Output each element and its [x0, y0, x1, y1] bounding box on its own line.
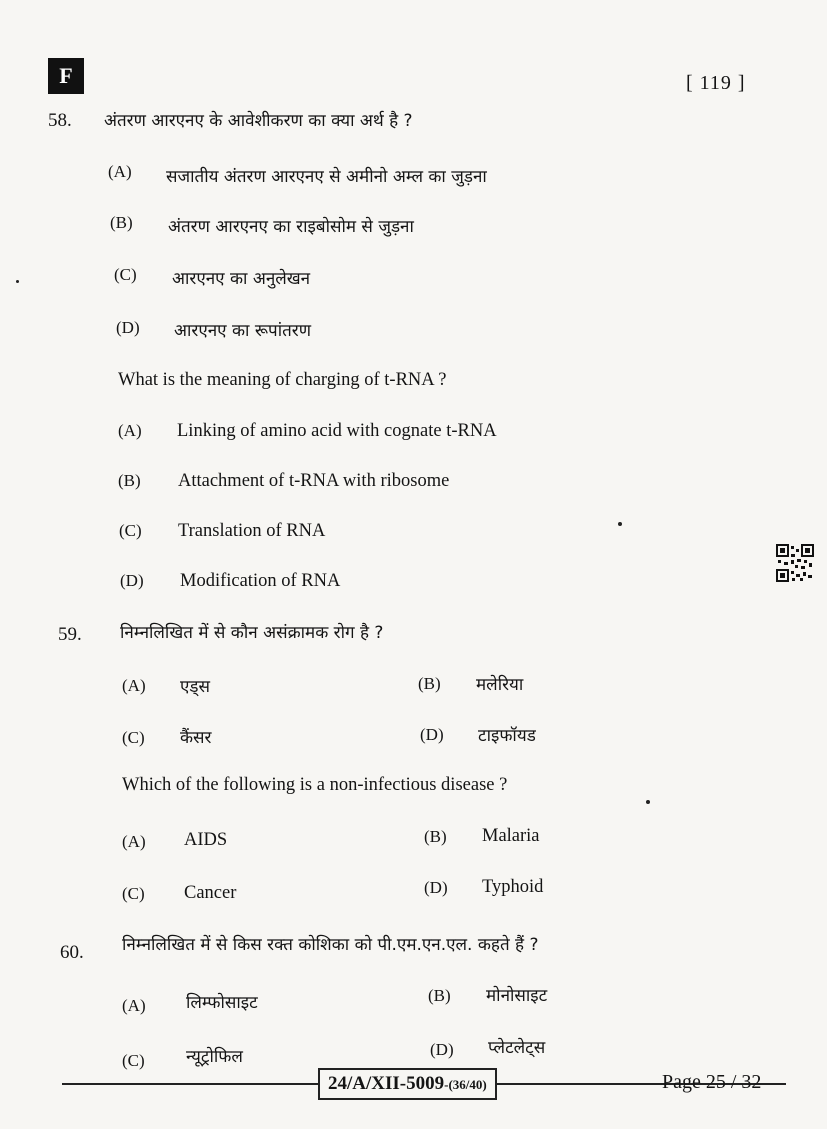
- option-text: Malaria: [482, 826, 540, 846]
- option-text: एड्स: [180, 677, 210, 697]
- question-text-english: Which of the following is a non-infectious disease ?: [122, 775, 508, 795]
- option-label: (C): [122, 1051, 145, 1070]
- option-label: (D): [424, 878, 448, 897]
- paper-code-main: 24/A/XII-5009: [328, 1073, 445, 1094]
- option-label: (B): [110, 213, 133, 232]
- question-number: 58.: [48, 110, 72, 131]
- option-text: आरएनए का अनुलेखन: [172, 269, 311, 289]
- option-text: Modification of RNA: [180, 571, 341, 591]
- option-text: Cancer: [184, 883, 237, 903]
- option-label: (D): [430, 1040, 454, 1059]
- option-label: (B): [418, 674, 441, 693]
- option-text: प्लेटलेट्स: [488, 1038, 546, 1058]
- option-text: आरएनए का रूपांतरण: [174, 321, 312, 341]
- option-text: मलेरिया: [476, 675, 524, 695]
- option-label: (A): [122, 676, 146, 695]
- option-label: (A): [122, 996, 146, 1015]
- option-text: Translation of RNA: [178, 521, 326, 541]
- option-text: सजातीय अंतरण आरएनए से अमीनो अम्ल का जुड़ना: [166, 167, 487, 187]
- option-text: मोनोसाइट: [486, 986, 548, 1006]
- paper-code: [318, 1068, 497, 1100]
- option-label: (A): [108, 162, 132, 181]
- option-label: (A): [118, 421, 142, 440]
- paper-code-suffix: -(36/40): [444, 1077, 487, 1092]
- question-text-english: What is the meaning of charging of t-RNA ?: [118, 370, 447, 390]
- option-label: (C): [122, 884, 145, 903]
- series-badge: F: [48, 58, 84, 94]
- option-label: (B): [428, 986, 451, 1005]
- question-number: 60.: [60, 942, 84, 963]
- option-label: (C): [114, 265, 137, 284]
- option-label: (B): [424, 827, 447, 846]
- page-tag: [ 119 ]: [686, 72, 746, 94]
- option-text: Typhoid: [482, 877, 544, 897]
- option-text: Linking of amino acid with cognate t-RNA: [177, 421, 497, 441]
- option-label: (B): [118, 471, 141, 490]
- option-text: अंतरण आरएनए का राइबोसोम से जुड़ना: [168, 217, 414, 237]
- option-text: टाइफॉयड: [478, 726, 536, 746]
- option-text: लिम्फोसाइट: [186, 993, 258, 1013]
- scan-speck: [618, 522, 622, 526]
- option-label: (C): [119, 521, 142, 540]
- question-text-hindi: अंतरण आरएनए के आवेशीकरण का क्या अर्थ है ?: [104, 111, 413, 131]
- option-text: AIDS: [184, 830, 228, 850]
- qr-code-icon: [776, 544, 814, 582]
- option-label: (D): [420, 725, 444, 744]
- option-label: (D): [120, 571, 144, 590]
- option-label: (D): [116, 318, 140, 337]
- option-text: Attachment of t-RNA with ribosome: [178, 471, 450, 491]
- option-text: न्यूट्रोफिल: [186, 1047, 243, 1067]
- scan-speck: [646, 800, 650, 804]
- option-label: (A): [122, 832, 146, 851]
- option-text: कैंसर: [180, 728, 212, 748]
- question-text-hindi: निम्नलिखित में से किस रक्त कोशिका को पी.एम.एन.एल. कहते हैं ?: [122, 935, 539, 955]
- page-number: Page 25 / 32: [662, 1071, 762, 1093]
- option-label: (C): [122, 728, 145, 747]
- question-number: 59.: [58, 624, 82, 645]
- question-text-hindi: निम्नलिखित में से कौन असंक्रामक रोग है ?: [120, 623, 384, 643]
- scan-speck: [16, 280, 19, 283]
